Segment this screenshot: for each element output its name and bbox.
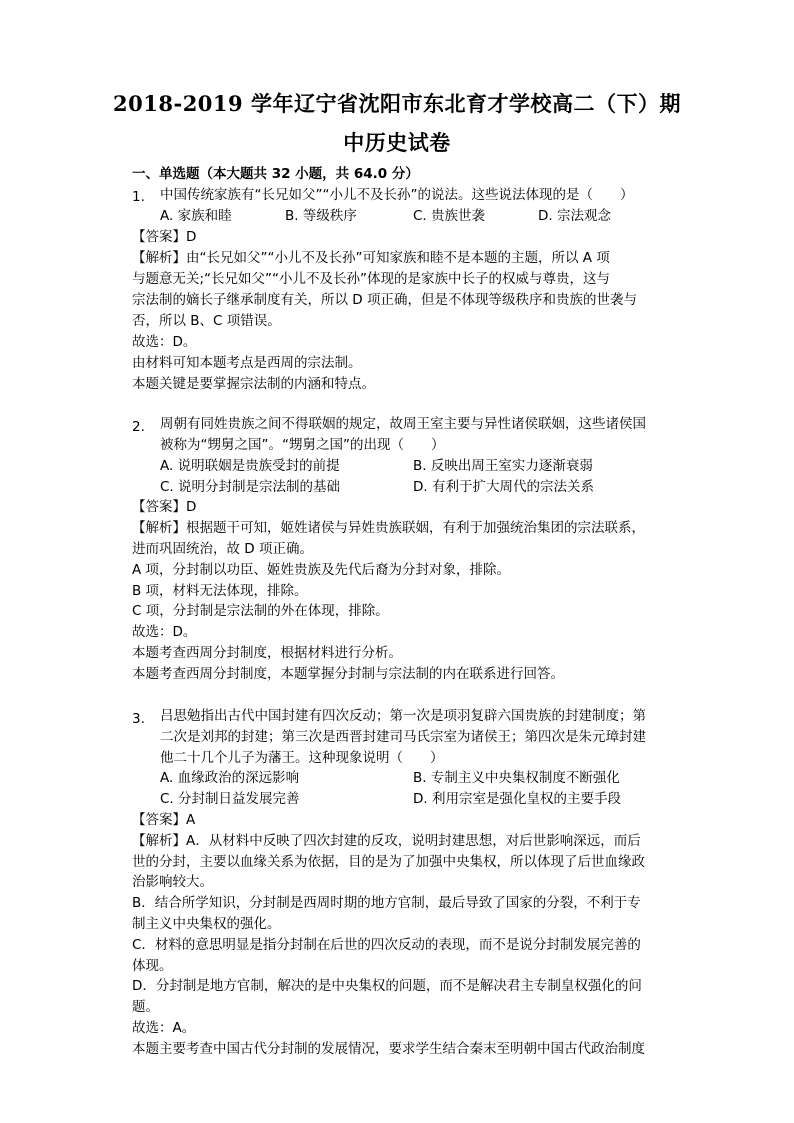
question-number: 1. xyxy=(132,189,145,205)
answer-line: 【答案】D xyxy=(132,499,197,515)
option-c: C. 分封制日益发展完善 xyxy=(160,791,300,807)
section-heading: 一、单选题（本大题共 32 小题，共 64.0 分） xyxy=(132,166,419,182)
analysis-line: 【解析】A．从材料中反映了四次封建的反攻，说明封建思想，对后世影响深远，而后 xyxy=(132,833,641,849)
analysis-line: 本题主要考查中国古代分封制的发展情况，要求学生结合秦末至明朝中国古代政治制度 xyxy=(132,1041,645,1057)
option-a: A. 家族和睦 xyxy=(160,208,232,224)
analysis-line: 本题考查西周分封制度，本题掌握分封制与宗法制的内在联系进行回答。 xyxy=(132,666,564,682)
answer-tag: 答案 xyxy=(145,229,173,245)
analysis-line: 故选：D。 xyxy=(132,624,197,640)
analysis-line: 由材料可知本题考点是西周的宗法制。 xyxy=(132,355,362,371)
answer-value: A xyxy=(186,812,196,828)
analysis-line: 治影响较大。 xyxy=(132,874,213,890)
analysis-line: 宗法制的嫡长子继承制度有关，所以 D 项正确，但是不体现等级秩序和贵族的世袭与 xyxy=(132,292,637,308)
answer-tag: 答案 xyxy=(145,812,173,828)
document-title-line-2: 中历史试卷 xyxy=(343,130,451,155)
analysis-line: C 项，分封制是宗法制的外在体现，排除。 xyxy=(132,603,389,619)
option-c: C. 说明分封制是宗法制的基础 xyxy=(160,479,341,495)
option-a: A. 血缘政治的深远影响 xyxy=(160,770,300,786)
option-b: B. 反映出周王室实力逐渐衰弱 xyxy=(413,458,593,474)
analysis-line: 本题关键是要掌握宗法制的内涵和特点。 xyxy=(132,376,375,392)
option-a: A. 说明联姻是贵族受封的前提 xyxy=(160,458,340,474)
analysis-line: 进而巩固统治，故 D 项正确。 xyxy=(132,541,313,557)
analysis-line: 【解析】由“长兄如父”“小儿不及长孙”可知家族和睦不是本题的主题，所以 A 项 xyxy=(132,250,610,266)
analysis-line: D．分封制是地方官制，解决的是中央集权的问题，而不是解决君主专制皇权强化的问 xyxy=(132,978,642,994)
analysis-line: 本题考查西周分封制度，根据材料进行分析。 xyxy=(132,645,402,661)
analysis-tag: 解析 xyxy=(145,520,173,536)
option-b: B. 专制主义中央集权制度不断强化 xyxy=(413,770,620,786)
question-number: 2. xyxy=(132,419,145,435)
analysis-line: B．结合所学知识，分封制是西周时期的地方官制，最后导致了国家的分裂，不利于专 xyxy=(132,895,641,911)
option-d: D. 利用宗室是强化皇权的主要手段 xyxy=(413,791,621,807)
answer-line: 【答案】A xyxy=(132,812,196,828)
analysis-line: 制主义中央集权的强化。 xyxy=(132,916,281,932)
analysis-line: 否，所以 B、C 项错误。 xyxy=(132,313,281,329)
analysis-line: 题。 xyxy=(132,999,159,1015)
answer-line: 【答案】D xyxy=(132,229,197,245)
analysis-line: 与题意无关;“长兄如父”“小儿不及长孙”体现的是家族中长子的权威与尊贵，这与 xyxy=(132,271,611,287)
analysis-line: 故选：A。 xyxy=(132,1020,196,1036)
question-stem-line: 周朝有同姓贵族之间不得联姻的规定，故周王室主要与异性诸侯联姻，这些诸侯国 xyxy=(160,416,646,432)
question-stem-line: 吕思勉指出古代中国封建有四次反动；第一次是项羽复辟六国贵族的封建制度；第 xyxy=(160,708,646,724)
analysis-line: B 项，材料无法体现，排除。 xyxy=(132,583,308,599)
question-stem-line: 中国传统家族有“长兄如父”“小儿不及长孙”的说法。这些说法体现的是（ ） xyxy=(160,187,634,203)
option-c: C. 贵族世袭 xyxy=(413,208,486,224)
answer-value: D xyxy=(186,229,197,245)
question-number: 3. xyxy=(132,711,145,727)
analysis-tag: 解析 xyxy=(145,250,173,266)
option-b: B. 等级秩序 xyxy=(285,208,357,224)
question-stem-line: 被称为“甥舅之国”。“甥舅之国”的出现（ ） xyxy=(160,437,445,453)
question-stem-line: 他二十几个儿子为藩王。这种现象说明（ ） xyxy=(160,750,444,766)
option-d: D. 宗法观念 xyxy=(538,208,611,224)
question-stem-line: 二次是刘邦的封建；第三次是西晋封建司马氏宗室为诸侯王；第四次是朱元璋封建 xyxy=(160,729,646,745)
answer-tag: 答案 xyxy=(145,499,173,515)
analysis-line: A 项，分封制以功臣、姬姓贵族及先代后裔为分封对象，排除。 xyxy=(132,562,511,578)
analysis-line: 世的分封，主要以血缘关系为依据，目的是为了加强中央集权，所以体现了后世血缘政 xyxy=(132,854,645,870)
analysis-line: 故选：D。 xyxy=(132,334,197,350)
analysis-tag: 解析 xyxy=(145,833,173,849)
analysis-line: C．材料的意思明显是指分封制在后世的四次反动的表现，而不是说分封制发展完善的 xyxy=(132,937,641,953)
document-title-line-1: 2018-2019 学年辽宁省沈阳市东北育才学校高二（下）期 xyxy=(113,91,681,116)
answer-value: D xyxy=(186,499,197,515)
option-d: D. 有利于扩大周代的宗法关系 xyxy=(413,479,594,495)
analysis-line: 体现。 xyxy=(132,958,173,974)
analysis-line: 【解析】根据题干可知，姬姓诸侯与异姓贵族联姻，有利于加强统治集团的宗法联系， xyxy=(132,520,645,536)
